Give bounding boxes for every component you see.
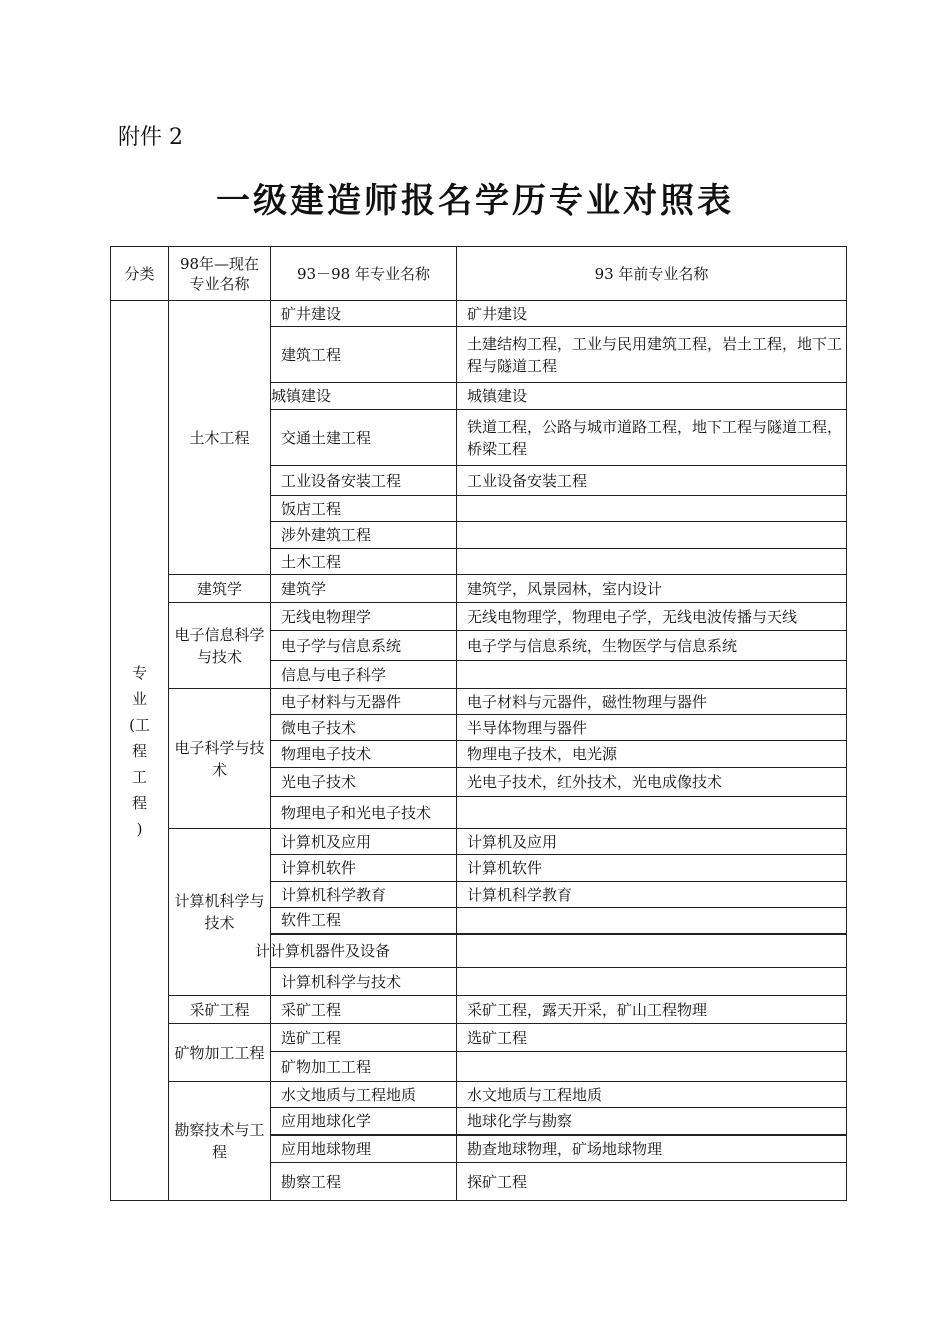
major-pre-93-cell (457, 934, 847, 968)
major-93-98-cell: 微电子技术 (271, 715, 457, 741)
category-cell: 专 业 (工 程 工 程 ) (111, 301, 169, 1201)
major-pre-93-cell: 工业设备安装工程 (457, 466, 847, 496)
major-pre-93-cell: 半导体物理与器件 (457, 715, 847, 741)
major-pre-93-cell: 探矿工程 (457, 1163, 847, 1201)
column-header-current-major: 98年—现在专业名称 (169, 247, 271, 301)
table-row (111, 603, 847, 631)
major-93-98-cell: 光电子技术 (271, 768, 457, 797)
table-row (111, 1024, 847, 1052)
major-pre-93-cell: 矿井建设 (457, 301, 847, 327)
major-pre-93-cell: 土建结构工程，工业与民用建筑工程，岩土工程，地下工程与隧道工程 (457, 327, 847, 383)
group-name-cell: 电子科学与技术 (169, 689, 271, 829)
major-93-98-cell: 选矿工程 (271, 1024, 457, 1052)
major-pre-93-cell: 铁道工程，公路与城市道路工程，地下工程与隧道工程，桥梁工程 (457, 410, 847, 466)
major-93-98-cell: 电子学与信息系统 (271, 631, 457, 661)
major-93-98-cell: 计算机软件 (271, 855, 457, 882)
major-93-98-cell: 工业设备安装工程 (271, 466, 457, 496)
major-93-98-cell: 物理电子技术 (271, 741, 457, 768)
table-header-row (111, 247, 847, 301)
major-93-98-cell: 建筑工程 (271, 327, 457, 383)
major-pre-93-cell (457, 797, 847, 829)
column-header-pre-93-major: 93 年前专业名称 (457, 247, 847, 301)
major-93-98-cell: 计算机及应用 (271, 829, 457, 855)
column-header-category: 分类 (111, 247, 169, 301)
major-93-98-cell: 计算机科学与技术 (271, 968, 457, 996)
major-93-98-cell: 信息与电子科学 (271, 661, 457, 689)
group-name-cell: 建筑学 (169, 575, 271, 603)
group-name-cell: 矿物加工工程 (169, 1024, 271, 1082)
major-pre-93-cell: 地球化学与勘察 (457, 1108, 847, 1135)
major-pre-93-cell: 勘查地球物理，矿场地球物理 (457, 1135, 847, 1163)
major-93-98-cell: 软件工程 (271, 908, 457, 934)
major-93-98-cell: 建筑学 (271, 575, 457, 603)
table-row (111, 829, 847, 855)
table-row (111, 301, 847, 327)
table-row (111, 1082, 847, 1108)
major-93-98-cell: 计算机科学教育 (271, 882, 457, 908)
major-pre-93-cell: 无线电物理学，物理电子学，无线电波传播与天线 (457, 603, 847, 631)
major-pre-93-cell: 计算机软件 (457, 855, 847, 882)
group-name-cell: 计算机科学与技术 (169, 829, 271, 996)
major-pre-93-cell (457, 549, 847, 575)
major-93-98-cell: 采矿工程 (271, 996, 457, 1024)
major-93-98-cell: 应用地球物理 (271, 1135, 457, 1163)
major-93-98-cell: 矿井建设 (271, 301, 457, 327)
table-row (111, 575, 847, 603)
major-pre-93-cell: 计算机及应用 (457, 829, 847, 855)
attachment-label: 附件 2 (118, 125, 183, 150)
major-pre-93-cell (457, 1052, 847, 1082)
major-93-98-cell: 土木工程 (271, 549, 457, 575)
major-93-98-cell: 城镇建设 (271, 383, 457, 410)
major-pre-93-cell (457, 908, 847, 934)
major-pre-93-cell (457, 522, 847, 549)
major-93-98-cell: 矿物加工工程 (271, 1052, 457, 1082)
major-pre-93-cell: 采矿工程，露天开采，矿山工程物理 (457, 996, 847, 1024)
major-pre-93-cell: 物理电子技术，电光源 (457, 741, 847, 768)
major-93-98-cell: 水文地质与工程地质 (271, 1082, 457, 1108)
major-93-98-cell: 无线电物理学 (271, 603, 457, 631)
major-93-98-cell: 物理电子和光电子技术 (271, 797, 457, 829)
major-93-98-cell: 应用地球化学 (271, 1108, 457, 1135)
major-93-98-cell: 电子材料与无器件 (271, 689, 457, 715)
major-pre-93-cell: 电子学与信息系统，生物医学与信息系统 (457, 631, 847, 661)
major-comparison-table (110, 246, 847, 1201)
major-pre-93-cell (457, 968, 847, 996)
table-row (111, 689, 847, 715)
major-pre-93-cell: 电子材料与元器件，磁性物理与器件 (457, 689, 847, 715)
major-pre-93-cell: 计算机科学教育 (457, 882, 847, 908)
major-93-98-cell: 交通土建工程 (271, 410, 457, 466)
major-93-98-cell: 勘察工程 (271, 1163, 457, 1201)
major-93-98-cell: 饭店工程 (271, 496, 457, 522)
major-pre-93-cell: 城镇建设 (457, 383, 847, 410)
major-93-98-cell: 涉外建筑工程 (271, 522, 457, 549)
major-pre-93-cell (457, 496, 847, 522)
table-row (111, 996, 847, 1024)
major-93-98-cell: 计计算机器件及设备 (271, 934, 457, 968)
major-pre-93-cell (457, 661, 847, 689)
major-pre-93-cell: 选矿工程 (457, 1024, 847, 1052)
document-title: 一级建造师报名学历专业对照表 (216, 181, 734, 221)
major-pre-93-cell: 建筑学，风景园林，室内设计 (457, 575, 847, 603)
group-name-cell: 采矿工程 (169, 996, 271, 1024)
major-pre-93-cell: 光电子技术，红外技术，光电成像技术 (457, 768, 847, 797)
group-name-cell: 勘察技术与工程 (169, 1082, 271, 1201)
group-name-cell: 电子信息科学与技术 (169, 603, 271, 689)
major-pre-93-cell: 水文地质与工程地质 (457, 1082, 847, 1108)
column-header-93-98-major: 93－98 年专业名称 (271, 247, 457, 301)
group-name-cell: 土木工程 (169, 301, 271, 575)
